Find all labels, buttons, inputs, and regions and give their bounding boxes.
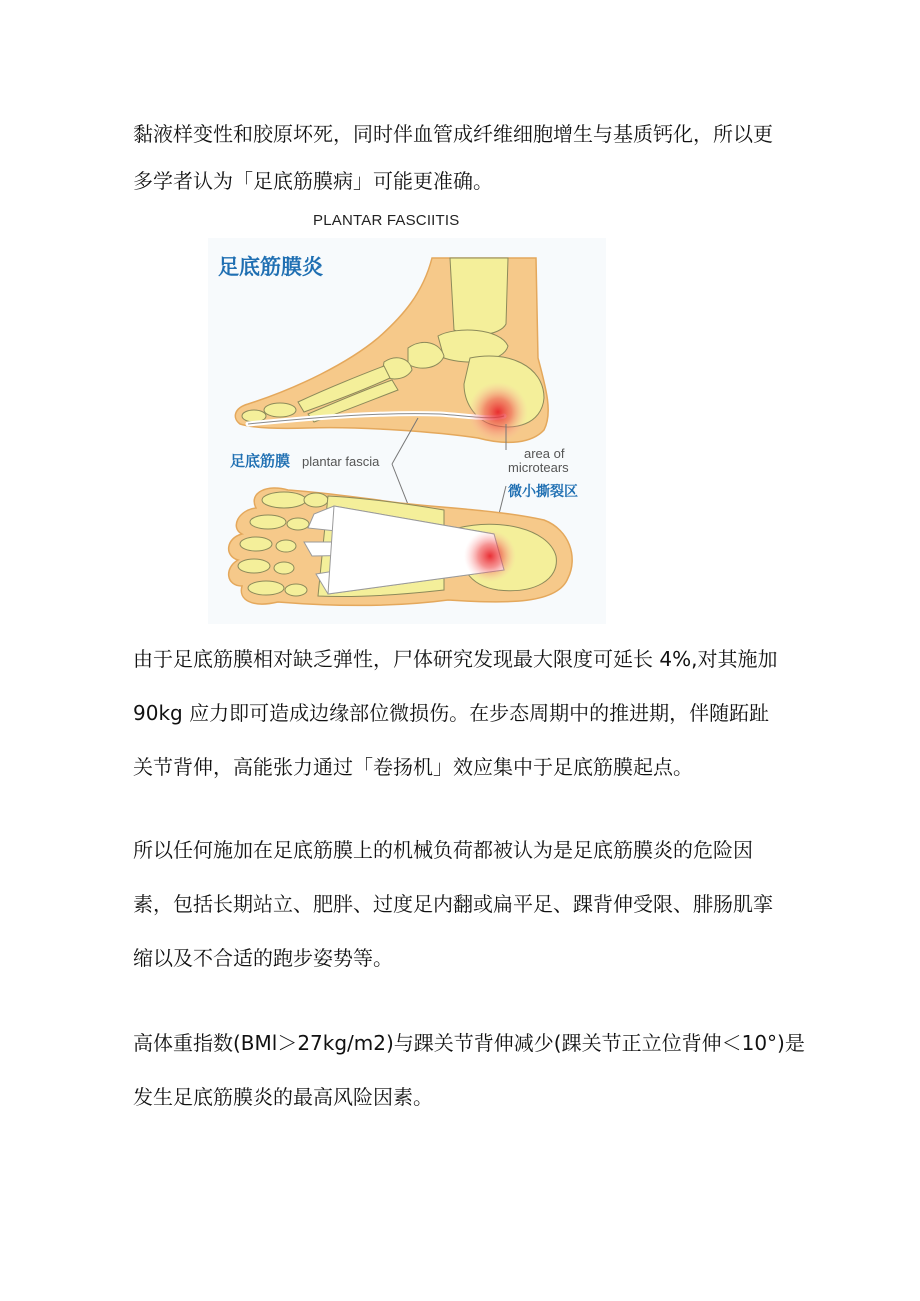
paragraph-3-line-2: 素，包括长期站立、肥胖、过度足内翻或扁平足、踝背伸受限、腓肠肌挛	[133, 892, 773, 916]
paragraph-4	[133, 1016, 805, 1124]
figure-title: 足底筋膜炎	[218, 255, 323, 279]
inflammation-heel-plantar	[464, 530, 516, 582]
paragraph-4-line-1: 高体重指数(BMl＞27kg/m2)与踝关节背伸减少(踝关节正立位背伸＜10°)是	[133, 1031, 805, 1055]
paragraph-1-line-1: 黏液样变性和胶原坏死，同时伴血管成纤维细胞增生与基质钙化，所以更	[133, 122, 773, 146]
label-microtears: microtears	[508, 460, 569, 475]
paragraph-4-line-2: 发生足底筋膜炎的最高风险因素。	[133, 1085, 433, 1109]
plantar-fasciitis-illustration	[208, 238, 606, 624]
figure-caption: PLANTAR FASCIITIS	[313, 212, 460, 229]
paragraph-3	[133, 823, 793, 985]
paragraph-2	[133, 632, 793, 794]
paragraph-2-line-3: 关节背伸，高能张力通过「卷扬机」效应集中于足底筋膜起点。	[133, 755, 693, 779]
label-plantar-fascia-en: plantar fascia	[302, 454, 380, 469]
label-area-of: area of	[524, 446, 565, 461]
inflammation-heel-side	[468, 382, 528, 442]
paragraph-3-line-3: 缩以及不合适的跑步姿势等。	[133, 946, 393, 970]
paragraph-1	[133, 111, 793, 205]
paragraph-2-line-1: 由于足底筋膜相对缺乏弹性，尸体研究发现最大限度可延长 4%,对其施加	[133, 647, 778, 671]
foot-side-view	[235, 258, 548, 442]
foot-plantar-view	[229, 488, 573, 605]
paragraph-2-line-2: 90kg 应力即可造成边缘部位微损伤。在步态周期中的推进期，伴随跖趾	[133, 701, 770, 725]
paragraph-3-line-1: 所以任何施加在足底筋膜上的机械负荷都被认为是足底筋膜炎的危险因	[133, 838, 753, 862]
label-plantar-fascia-cn: 足底筋膜	[230, 452, 291, 470]
label-microtear-area-cn: 微小撕裂区	[508, 484, 578, 500]
paragraph-1-line-2: 多学者认为「足底筋膜病」可能更准确。	[133, 169, 493, 193]
